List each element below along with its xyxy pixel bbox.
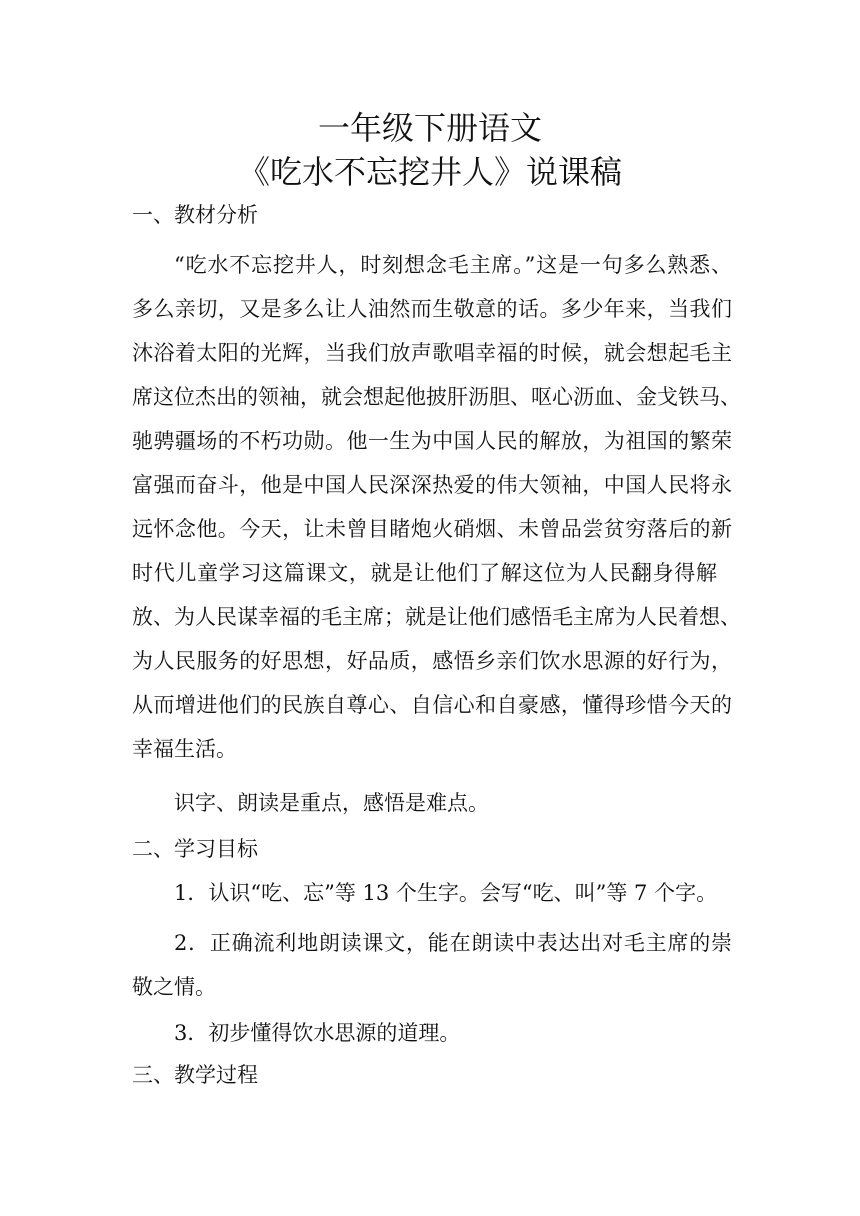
paragraph-line: 为人民服务的好思想，好品质，感悟乡亲们饮水思源的好行为，	[132, 649, 732, 673]
document-title-lesson: 《吃水不忘挖井人》说课稿	[237, 153, 622, 191]
paragraph-line: 席这位杰出的领袖，就会想起他披肝沥胆、呕心沥血、金戈铁马、	[132, 385, 741, 409]
paragraph-line: 放、为人民谋幸福的毛主席；就是让他们感悟毛主席为人民着想、	[132, 605, 741, 629]
section-heading-learning-goals: 二、学习目标	[132, 837, 258, 861]
goal-item-2-continued: 敬之情。	[132, 975, 216, 999]
paragraph-line: 沐浴着太阳的光辉，当我们放声歌唱幸福的时候，就会想起毛主	[132, 341, 732, 365]
paragraph-line: 驰骋疆场的不朽功勋。他一生为中国人民的解放，为祖国的繁荣	[132, 429, 732, 453]
paragraph-key-points: 识字、朗读是重点，感悟是难点。	[174, 791, 489, 815]
goal-item-2: 2．正确流利地朗读课文，能在朗读中表达出对毛主席的崇	[174, 931, 732, 955]
paragraph-line: 从而增进他们的民族自尊心、自信心和自豪感，懂得珍惜今天的	[132, 693, 732, 717]
paragraph-line: 幸福生活。	[132, 737, 237, 761]
goal-item-1: 1．认识“吃、忘”等 13 个生字。会写“吃、叫”等 7 个字。	[174, 881, 718, 905]
paragraph-line: 多么亲切，又是多么让人油然而生敬意的话。多少年来，当我们	[132, 297, 732, 321]
paragraph-line: “吃水不忘挖井人，时刻想念毛主席。”这是一句多么熟悉、	[174, 253, 732, 277]
goal-item-3: 3．初步懂得饮水思源的道理。	[174, 1021, 461, 1045]
paragraph-line: 远怀念他。今天，让未曾目睹炮火硝烟、未曾品尝贫穷落后的新	[132, 517, 732, 541]
section-heading-teaching-process: 三、教学过程	[132, 1063, 258, 1087]
paragraph-line: 时代儿童学习这篇课文，就是让他们了解这位为人民翻身得解	[132, 561, 717, 585]
paragraph-line: 富强而奋斗，他是中国人民深深热爱的伟大领袖，中国人民将永	[132, 473, 732, 497]
section-heading-material-analysis: 一、教材分析	[132, 203, 258, 227]
document-title-grade: 一年级下册语文	[317, 109, 542, 147]
